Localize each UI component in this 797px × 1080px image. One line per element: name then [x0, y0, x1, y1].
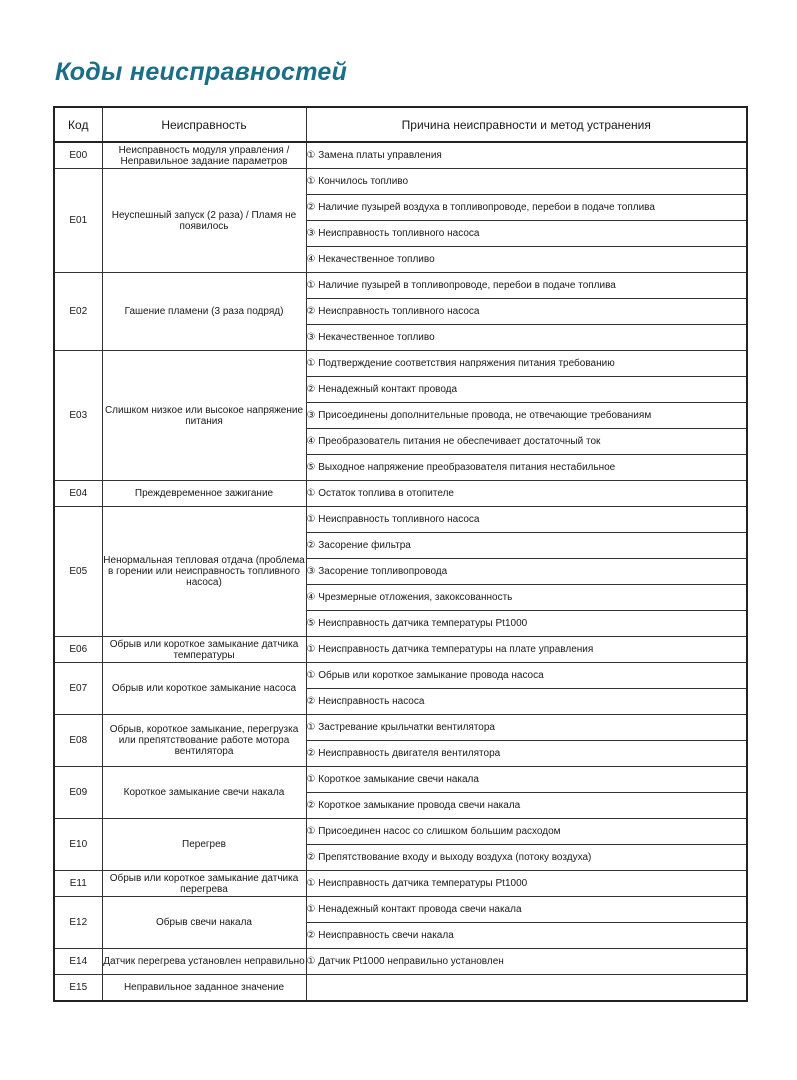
- fault-remedy: ① Неисправность топливного насоса: [306, 507, 747, 533]
- fault-remedy: ④ Некачественное топливо: [306, 247, 747, 273]
- fault-code: E04: [54, 481, 102, 507]
- table-row: [54, 351, 747, 377]
- fault-remedy: ③ Присоединены дополнительные провода, не отвечающие требованиям: [306, 403, 747, 429]
- fault-description: Ненормальная тепловая отдача (проблема в горении или неисправность топливного насоса): [102, 507, 306, 637]
- fault-remedy: ① Наличие пузырей в топливопроводе, перебои в подаче топлива: [306, 273, 747, 299]
- fault-description: Короткое замыкание свечи накала: [102, 767, 306, 819]
- fault-remedy: ① Застревание крыльчатки вентилятора: [306, 715, 747, 741]
- fault-remedy: ② Засорение фильтра: [306, 533, 747, 559]
- fault-remedy: ② Неисправность топливного насоса: [306, 299, 747, 325]
- table-row: [54, 819, 747, 845]
- fault-description: Обрыв или короткое замыкание датчика перегрева: [102, 871, 306, 897]
- fault-remedy: ③ Некачественное топливо: [306, 325, 747, 351]
- fault-remedy: ④ Чрезмерные отложения, закоксованность: [306, 585, 747, 611]
- table-row: [54, 507, 747, 533]
- table-row: [54, 142, 747, 169]
- fault-code: E15: [54, 975, 102, 1002]
- fault-code: E06: [54, 637, 102, 663]
- fault-description: Перегрев: [102, 819, 306, 871]
- fault-remedy: ② Наличие пузырей воздуха в топливопроводе, перебои в подаче топлива: [306, 195, 747, 221]
- header-code: Код: [54, 107, 102, 142]
- fault-description: Обрыв свечи накала: [102, 897, 306, 949]
- fault-code: E01: [54, 169, 102, 273]
- fault-description: Датчик перегрева установлен неправильно: [102, 949, 306, 975]
- fault-code: E11: [54, 871, 102, 897]
- fault-remedy: ① Кончилось топливо: [306, 169, 747, 195]
- fault-remedy: ② Препятствование входу и выходу воздуха (потоку воздуха): [306, 845, 747, 871]
- table-row: [54, 871, 747, 897]
- fault-description: Неправильное заданное значение: [102, 975, 306, 1002]
- fault-remedy: ③ Неисправность топливного насоса: [306, 221, 747, 247]
- fault-description: Преждевременное зажигание: [102, 481, 306, 507]
- page-title: Коды неисправностей: [55, 58, 348, 86]
- fault-remedy: ① Присоединен насос со слишком большим расходом: [306, 819, 747, 845]
- fault-description: Обрыв, короткое замыкание, перегрузка или препятствование работе мотора вентилятора: [102, 715, 306, 767]
- fault-remedy: ① Неисправность датчика температуры на плате управления: [306, 637, 747, 663]
- fault-remedy: ④ Преобразователь питания не обеспечивает достаточный ток: [306, 429, 747, 455]
- table-row: [54, 481, 747, 507]
- fault-remedy: [306, 975, 747, 1002]
- fault-code: E07: [54, 663, 102, 715]
- fault-remedy: ① Датчик Pt1000 неправильно установлен: [306, 949, 747, 975]
- table-row: [54, 637, 747, 663]
- fault-remedy: ① Подтверждение соответствия напряжения питания требованию: [306, 351, 747, 377]
- table-row: [54, 663, 747, 689]
- fault-remedy: ② Неисправность свечи накала: [306, 923, 747, 949]
- fault-description: Неисправность модуля управления / Неправильное задание параметров: [102, 142, 306, 169]
- fault-code: E00: [54, 142, 102, 169]
- fault-description: Слишком низкое или высокое напряжение питания: [102, 351, 306, 481]
- fault-remedy: ⑤ Неисправность датчика температуры Pt1000: [306, 611, 747, 637]
- table-row: [54, 949, 747, 975]
- fault-code: E10: [54, 819, 102, 871]
- fault-remedy: ① Обрыв или короткое замыкание провода насоса: [306, 663, 747, 689]
- fault-description: Гашение пламени (3 раза подряд): [102, 273, 306, 351]
- fault-code: E08: [54, 715, 102, 767]
- fault-remedy: ② Ненадежный контакт провода: [306, 377, 747, 403]
- fault-remedy: ② Неисправность двигателя вентилятора: [306, 741, 747, 767]
- table-header-row: [54, 107, 747, 142]
- table-body: [54, 142, 747, 1001]
- fault-remedy: ① Ненадежный контакт провода свечи накала: [306, 897, 747, 923]
- fault-remedy: ① Неисправность датчика температуры Pt1000: [306, 871, 747, 897]
- fault-remedy: ① Замена платы управления: [306, 142, 747, 169]
- fault-description: Неуспешный запуск (2 раза) / Пламя не появилось: [102, 169, 306, 273]
- fault-remedy: ③ Засорение топливопровода: [306, 559, 747, 585]
- fault-remedy: ⑤ Выходное напряжение преобразователя питания нестабильное: [306, 455, 747, 481]
- table-row: [54, 767, 747, 793]
- table-row: [54, 715, 747, 741]
- fault-description: Обрыв или короткое замыкание датчика температуры: [102, 637, 306, 663]
- fault-remedy: ① Короткое замыкание свечи накала: [306, 767, 747, 793]
- table-row: [54, 897, 747, 923]
- header-cause: Причина неисправности и метод устранения: [306, 107, 747, 142]
- fault-code: E14: [54, 949, 102, 975]
- fault-remedy: ① Остаток топлива в отопителе: [306, 481, 747, 507]
- fault-remedy: ② Неисправность насоса: [306, 689, 747, 715]
- fault-remedy: ② Короткое замыкание провода свечи накала: [306, 793, 747, 819]
- fault-code: E05: [54, 507, 102, 637]
- fault-code: E02: [54, 273, 102, 351]
- header-fault: Неисправность: [102, 107, 306, 142]
- fault-code: E03: [54, 351, 102, 481]
- fault-description: Обрыв или короткое замыкание насоса: [102, 663, 306, 715]
- fault-code: E12: [54, 897, 102, 949]
- fault-code: E09: [54, 767, 102, 819]
- table-row: [54, 273, 747, 299]
- fault-codes-table: [53, 106, 748, 1002]
- table-row: [54, 975, 747, 1002]
- table-row: [54, 169, 747, 195]
